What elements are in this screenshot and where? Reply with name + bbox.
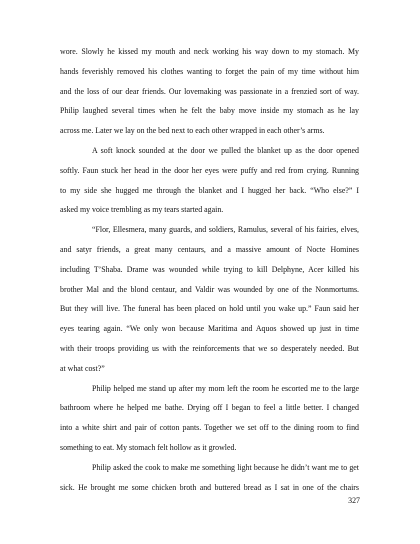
text-line: Philip helped me stand up after my mom left the room he escorted me to the large: [92, 383, 359, 393]
text-line: at what cost?”: [60, 363, 105, 373]
text-line: into a white shirt and pair of cotton pants. Together we set off to the dining room to find: [60, 423, 359, 433]
text-line: bathroom where he helped me bathe. Drying off I began to feel a little better. I changed: [60, 403, 359, 413]
text-line: with their troops providing us with the reinforcements that we so desperately needed. But: [60, 343, 359, 353]
text-line: and satyr friends, a great many centaurs, and a massive amount of Nocte Homines: [60, 244, 359, 254]
text-line: to my side she hugged me through the blanket and I hugged her back. “Who else?” I: [60, 185, 359, 195]
text-line: something to eat. My stomach felt hollow as it growled.: [60, 442, 237, 452]
text-line: including T’Shaba. Drame was wounded while trying to kill Delphyne, Acer killed his: [60, 264, 359, 274]
text-line: sick. He brought me some chicken broth and buttered bread as I sat in one of the chairs: [60, 482, 359, 492]
text-line: eyes tearing again. “We only won because Maritima and Aquos showed up just in time: [60, 324, 359, 334]
text-line: Philip asked the cook to make me something light because he didn’t want me to get: [92, 462, 359, 472]
body-text: [60, 42, 359, 497]
text-line: softly. Faun stuck her head in the door her eyes were puffy and red from crying. Running: [60, 165, 359, 175]
text-line: hands feverishly removed his clothes wanting to forget the pain of my time without him: [60, 66, 359, 76]
text-line: across me. Later we lay on the bed next to each other wrapped in each other’s arms.: [60, 126, 325, 136]
text-line: “Flor, Ellesmera, many guards, and soldiers, Ramulus, several of his fairies, elves,: [92, 225, 359, 235]
text-line: But they will live. The funeral has been placed on hold until you wake up.” Faun said her: [60, 304, 359, 314]
text-line: Philip laughed several times when he felt the baby move inside my stomach as he lay: [60, 106, 359, 116]
text-line: wore. Slowly he kissed my mouth and neck working his way down to my stomach. My: [60, 47, 359, 56]
page-number: 327: [348, 496, 360, 505]
text-line: A soft knock sounded at the door we pulled the blanket up as the door opened: [92, 145, 359, 155]
text-line: asked my voice trembling as my tears started again.: [60, 205, 224, 215]
text-line: and the loss of our dear friends. Our lovemaking was passionate in a frenzied sort of way.: [60, 86, 359, 96]
text-line: brother Mal and the blond centaur, and Valdir was wounded by one of the Nonmortums.: [60, 284, 359, 294]
